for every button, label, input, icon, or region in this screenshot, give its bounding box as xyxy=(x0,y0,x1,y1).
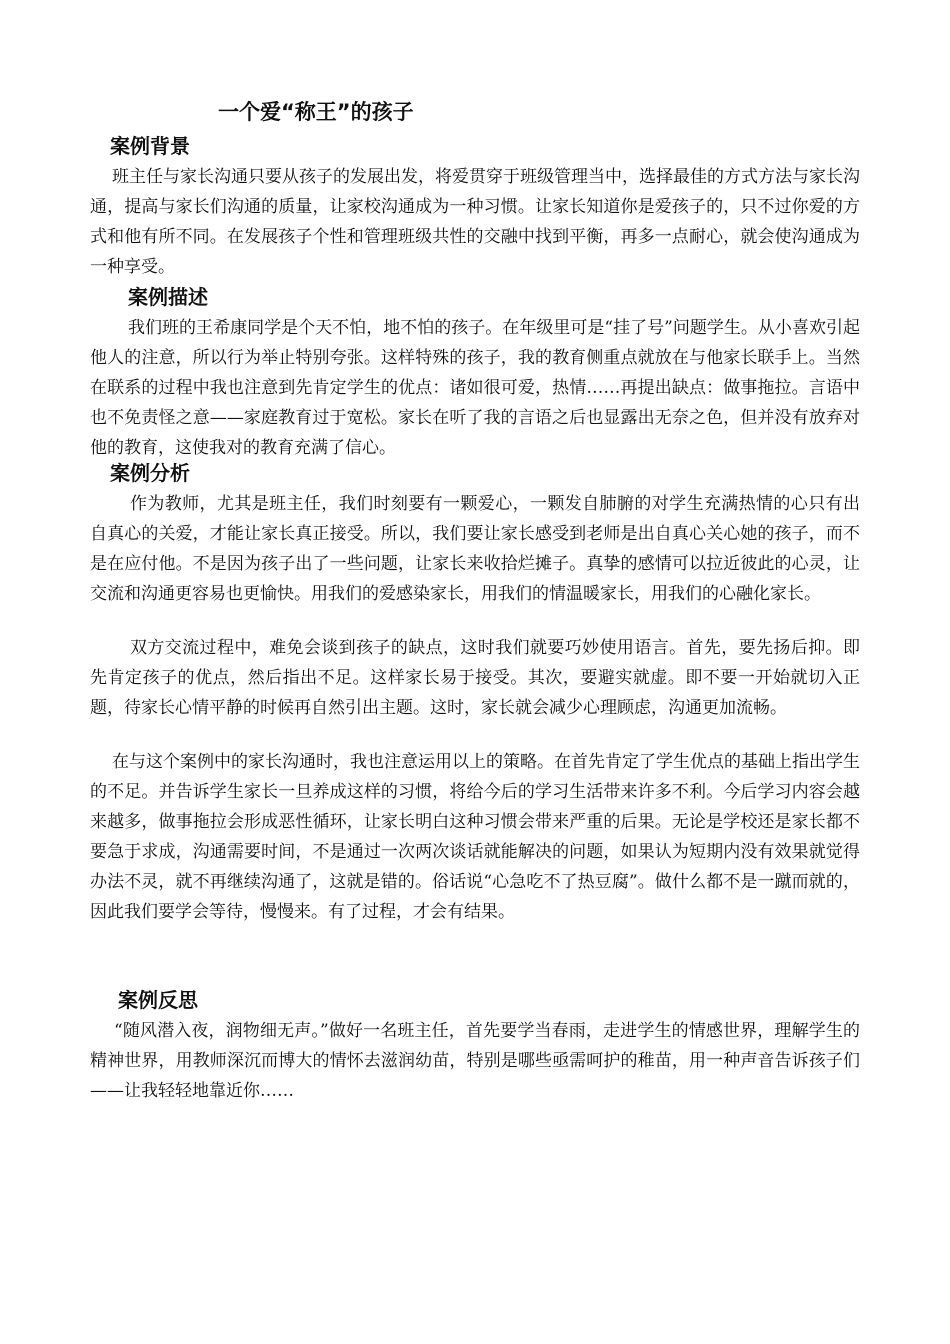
reflection-paragraph: “随风潜入夜，润物细无声。”做好一名班主任，首先要学当春雨，走进学生的情感世界，理解学生的精神世界，用教师深沉而博大的情怀去滋润幼苗，特别是哪些亟需呵护的稚苗，用一种声音告诉孩子们——让我轻轻地靠近你…… xyxy=(90,1021,860,1101)
analysis-paragraph-3: 在与这个案例中的家长沟通时，我也注意运用以上的策略。在首先肯定了学生优点的基础上指出学生的不足。并告诉学生家长一旦养成这样的习惯，将给今后的学习生活带来许多不利。今后学习内容会越来越多，做事拖拉会形成恶性循环，让家长明白这种习惯会带来严重的后果。无论是学校还是家长都不要急于求成，沟通需要时间，不是通过一次两次谈话就能解决的问题，如果认为短期内没有效果就觉得办法不灵，就不再继续沟通了，这就是错的。俗话说“心急吃不了热豆腐”。做什么都不是一蹴而就的，因此我们要学会等待，慢慢来。有了过程，才会有结果。 xyxy=(90,752,860,922)
description-paragraph: 我们班的王希康同学是个天不怕，地不怕的孩子。在年级里可是“挂了号”问题学生。从小喜欢引起他人的注意，所以行为举止特别夸张。这样特殊的孩子，我的教育侧重点就放在与他家长联手上。当然在联系的过程中我也注意到先肯定学生的优点：诸如很可爱，热情……再提出缺点：做事拖拉。言语中也不免责怪之意——家庭教育过于宽松。家长在听了我的言语之后也显露出无奈之色，但并没有放弃对他的教育，这使我对的教育充满了信心。 xyxy=(90,318,860,458)
document-title: 一个爱“称王”的孩子 xyxy=(218,100,414,124)
section-heading-reflection: 案例反思 xyxy=(118,988,198,1012)
section-heading-description: 案例描述 xyxy=(128,285,208,309)
section-heading-background: 案例背景 xyxy=(110,134,190,158)
analysis-paragraph-1: 作为教师，尤其是班主任，我们时刻要有一颗爱心，一颗发自肺腑的对学生充满热情的心只有出自真心的关爱，才能让家长真正接受。所以，我们要让家长感受到老师是出自真心关心她的孩子，而不是在应付他。不是因为孩子出了一些问题，让家长来收拾烂摊子。真挚的感情可以拉近彼此的心灵，让交流和沟通更容易也更愉快。用我们的爱感染家长，用我们的情温暖家长，用我们的心融化家长。 xyxy=(90,494,860,604)
section-heading-analysis: 案例分析 xyxy=(110,461,190,485)
background-paragraph: 班主任与家长沟通只要从孩子的发展出发，将爱贯穿于班级管理当中，选择最佳的方式方法与家长沟通，提高与家长们沟通的质量，让家校沟通成为一种习惯。让家长知道你是爱孩子的，只不过你爱的方式和他有所不同。在发展孩子个性和管理班级共性的交融中找到平衡，再多一点耐心，就会使沟通成为一种享受。 xyxy=(90,167,860,277)
analysis-paragraph-2: 双方交流过程中，难免会谈到孩子的缺点，这时我们就要巧妙使用语言。首先，要先扬后抑。即先肯定孩子的优点，然后指出不足。这样家长易于接受。其次，要避实就虚。即不要一开始就切入正题，待家长心情平静的时候再自然引出主题。这时，家长就会减少心理顾虑，沟通更加流畅。 xyxy=(90,638,860,718)
